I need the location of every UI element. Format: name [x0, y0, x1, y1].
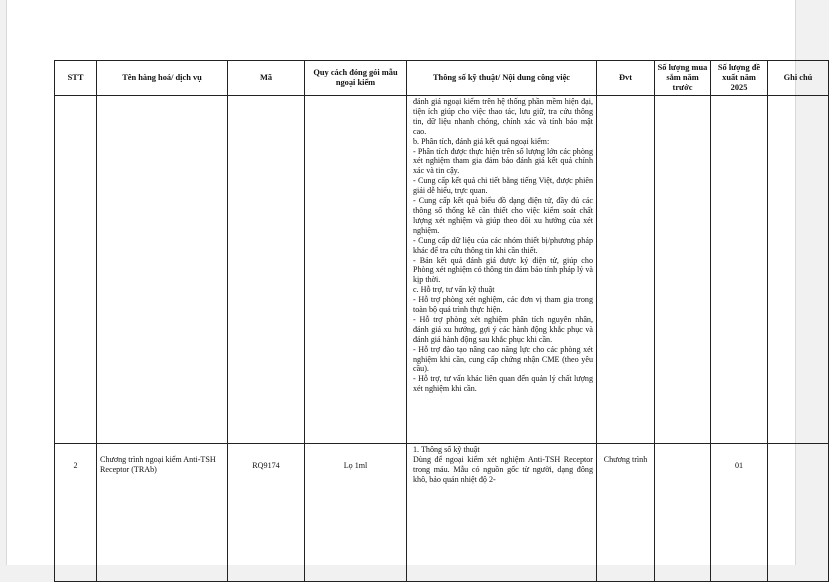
cell-note: [768, 96, 829, 444]
spec-line: - Cung cấp kết quả chi tiết bằng tiếng Việt, được phiên giải dễ hiểu, trực quan.: [413, 176, 593, 196]
cell-code: RQ9174: [228, 444, 305, 582]
spec-line: - Cung cấp kết quả biểu đồ dạng điện tử, đầy đủ các thông số thống kê cần thiết cho việc kiểm soát chất lượng xét nghiệm và giúp theo dõi xu hướng của xét nghiệm.: [413, 196, 593, 235]
header-spec: Thông số kỹ thuật/ Nội dung công việc: [407, 61, 597, 96]
header-name: Tên hàng hoá/ dịch vụ: [97, 61, 228, 96]
cell-code: [228, 96, 305, 444]
cell-name: Chương trình ngoại kiểm Anti-TSH Receptor (TRAb): [97, 444, 228, 582]
header-code: Mã: [228, 61, 305, 96]
table-row: [55, 444, 829, 582]
spec-line: b. Phân tích, đánh giá kết quả ngoại kiểm:: [413, 136, 550, 146]
header-row: [55, 61, 829, 96]
procurement-table: [54, 60, 829, 582]
cell-note: [768, 444, 829, 582]
spec-line: - Hỗ trợ phòng xét nghiệm phân tích nguyên nhân, đánh giá xu hướng, gợi ý các hành động khắc phục và đánh giá hành động sau khắc phục khi cần.: [413, 314, 593, 344]
cell-spec: [407, 444, 597, 582]
cell-name: [97, 96, 228, 444]
spec-line: Dùng để ngoại kiểm xét nghiệm Anti-TSH Receptor trong máu. Mẫu có nguồn gốc từ người, dạng đông khô, bảo quản nhiệt độ 2-: [413, 454, 593, 484]
spec-line: - Hỗ trợ, tư vấn khác liên quan đến quản lý chất lượng xét nghiệm khi cần.: [413, 374, 593, 394]
spec-line: - Cung cấp dữ liệu của các nhóm thiết bị/phương pháp khác để tra cứu thông tin khi cần thiết.: [413, 235, 593, 255]
spec-line: đánh giá ngoại kiểm trên hệ thống phần mềm hiện đại, tiện ích giúp cho việc thao tác, lưu giữ, tra cứu thông tin, dữ liệu nhanh chóng, chính xác và tính bảo mật cao.: [413, 97, 593, 136]
spec-line: - Bản kết quả đánh giá được ký điện tử, giúp cho Phòng xét nghiệm có thông tin đảm bảo tính pháp lý và kịp thời.: [413, 255, 593, 285]
cell-unit: [597, 96, 655, 444]
cell-prev-qty: [655, 96, 711, 444]
spec-line: 1. Thông số kỹ thuật: [413, 445, 480, 454]
header-stt: STT: [55, 61, 97, 96]
cell-stt: 2: [55, 444, 97, 582]
cell-spec: [407, 96, 597, 444]
spec-line: - Phân tích được thực hiện trên số lượng lớn các phòng xét nghiệm tham gia đảm bảo đánh giá kết quả chính xác và tin cậy.: [413, 146, 593, 176]
cell-pack: Lọ 1ml: [305, 444, 407, 582]
document-page: [6, 0, 813, 565]
cell-propose-qty: [711, 96, 768, 444]
table-row: [55, 96, 829, 444]
header-unit: Đvt: [597, 61, 655, 96]
cell-prev-qty: [655, 444, 711, 582]
spec-line: c. Hỗ trợ, tư vấn kỹ thuật: [413, 285, 495, 295]
spec-line: - Hỗ trợ đào tạo nâng cao năng lực cho các phòng xét nghiệm khi cần, cung cấp chứng nhận CME (theo yêu cầu).: [413, 344, 593, 374]
cell-propose-qty: 01: [711, 444, 768, 582]
header-prev-qty: Số lượng mua sắm năm trước: [655, 61, 711, 96]
header-note: Ghi chú: [768, 61, 829, 96]
header-propose-qty: Số lượng đề xuất năm 2025: [711, 61, 768, 96]
cell-stt: [55, 96, 97, 444]
spec-line: - Hỗ trợ phòng xét nghiệm, các đơn vị tham gia trong toàn bộ quá trình thực hiện.: [413, 295, 593, 315]
header-pack: Quy cách đóng gói mẫu ngoại kiểm: [305, 61, 407, 96]
cell-pack: [305, 96, 407, 444]
cell-unit: Chương trình: [597, 444, 655, 582]
